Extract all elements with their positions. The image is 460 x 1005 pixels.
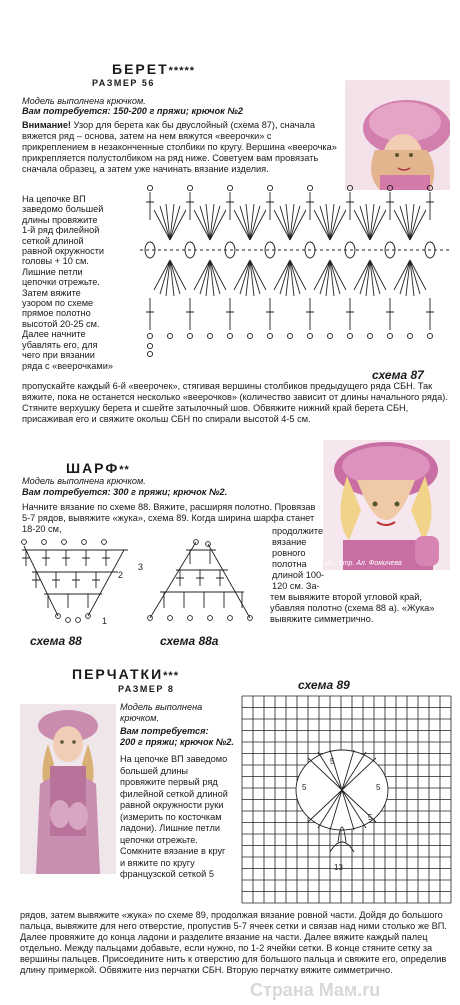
col-line: 1-й ряд филейной (22, 225, 100, 236)
col-line: провяжите первый ряд (120, 777, 218, 787)
gloves-materials (120, 726, 240, 748)
col-line: Далее начните (22, 329, 86, 340)
scheme-88a-number: 3 (138, 562, 144, 572)
scheme-88a-svg (136, 536, 266, 630)
col-line: длины провяжите (22, 214, 98, 225)
col-line: Сомкните вязание в круг (120, 846, 226, 856)
beret-continuation: пропускайте каждый 6-й «веерочек», стягивая вершины столбиков предыдущего ряда СБН. Так вяжите, пока не останется несколько «веерочков» (количество зависит от длины начального ряда). Стяните верхушку берета и сшейте затылочный шов. Обвяжите нижний край берета СБН, присаживая его и свяжите окольш СБН по спирали высотой 4-5 см. (22, 381, 448, 424)
col-line: ряда с «веерочками» (22, 360, 113, 371)
scheme-89-number: 5 (330, 757, 335, 766)
col-line: чего при вязании (22, 350, 95, 361)
gloves-stars: *** (163, 670, 179, 682)
col-line: полотна (272, 559, 307, 569)
col-line: сеткой длиной (22, 235, 84, 246)
beret-title-text: БЕРЕТ (112, 61, 169, 77)
scheme-89-caption: схема 89 (298, 678, 350, 692)
col-line: продолжите (272, 526, 324, 536)
gloves-column-text (120, 754, 235, 881)
attention-label: Внимание! (22, 120, 71, 130)
beret-section (0, 0, 460, 424)
scheme-89-number: 5 (302, 783, 307, 792)
scheme-88-svg (18, 536, 133, 630)
scarf-photo-svg (323, 440, 450, 570)
col-line: ровного (272, 548, 306, 558)
col-line: Лишние петли (22, 266, 83, 277)
col-line: и вяжите по кругу (120, 857, 195, 868)
scarf-section (0, 440, 460, 650)
scheme-87-diagram (140, 180, 450, 358)
beret-title (112, 61, 195, 77)
scheme-88-diagram (18, 536, 133, 630)
scarf-stars: ** (119, 464, 130, 476)
scheme-88-caption: схема 88 (30, 634, 82, 648)
beret-photo-svg (345, 80, 450, 190)
scarf-photo (323, 440, 450, 570)
photo-credit: Ш... стр. Ал. Фомичева (325, 560, 402, 567)
attention-text: Узор для берета как бы двуслойный (схема 87), сначала вяжется ряд – основа, затем на нем вяжутся «веерочки» с прикреплением в незаконченные столбики по кругу. Вершина «веерочка» прикрепляется полустолбиком на ряд ниже. Советуем вам провязать сначала образец, а затем уже начинать вязание изделия. (22, 120, 337, 174)
materials-line: Вам потребуется: (120, 726, 209, 736)
col-line: Затем вяжите (22, 287, 81, 298)
col-line: высотой 20-25 см. (22, 318, 100, 329)
gloves-size: РАЗМЕР 8 (118, 684, 175, 694)
scheme-89-diagram (238, 692, 452, 904)
col-line: На цепочке ВП (22, 194, 86, 204)
scheme-89-number: 5 (376, 783, 381, 792)
gloves-title-text: ПЕРЧАТКИ (72, 666, 164, 682)
col-line: На цепочке ВП заведомо (120, 754, 228, 764)
scheme-88-number: 2 (118, 570, 124, 580)
scheme-89-number: 13 (334, 863, 343, 872)
watermark: Страна Мам.ru (250, 980, 381, 1000)
col-line: убавлять его, для (22, 339, 98, 350)
col-line: (измерить по косточкам (120, 811, 222, 822)
col-line: узором по схеме (22, 298, 94, 309)
scheme-88a-caption: схема 88а (160, 634, 219, 648)
beret-attention (22, 120, 340, 175)
col-line: большей длины (120, 765, 189, 776)
scarf-materials: Вам потребуется: 300 г пряжи; крючок №2. (22, 487, 228, 497)
scheme-87-caption: схема 87 (372, 368, 424, 382)
col-line: филейной сеткой длиной (120, 788, 228, 799)
col-line: длиной 100- (272, 570, 325, 580)
gloves-photo (20, 704, 116, 874)
scheme-87-svg (140, 180, 450, 358)
beret-column-text (22, 194, 142, 371)
scheme-88a-diagram (136, 536, 266, 630)
beret-stars: ***** (168, 65, 196, 77)
beret-size: РАЗМЕР 56 (92, 78, 155, 88)
model-line: Модель выполнена (120, 702, 203, 712)
gloves-model (120, 702, 230, 724)
col-line: вязание (272, 537, 307, 547)
col-line: прямое полотно (22, 308, 91, 319)
materials-line: 200 г пряжи; крючок №2. (120, 737, 234, 747)
col-line: французской сеткой 5 (120, 869, 214, 879)
scarf-title-text: ШАРФ (66, 460, 120, 476)
col-line: цепочки отрежьте. (120, 834, 198, 845)
beret-model: Модель выполнена крючком. (22, 96, 146, 106)
scarf-title (66, 460, 130, 476)
gloves-end-text: рядов, затем вывяжите «жука» по схеме 89, продолжая вязание ровной части. Дойдя до большого пальца, вывяжите для него отверстие, пропустив 5-7 ячеек сетки и связав над ними столько же ВП. Далее провяжите до конца ладони и разделите вязание на части. Далее вяжите каждый палец отдельно. Между пальцами добавьте, если нужно, по 1-2 ячейки сетки. В конце стяните сетку за вершины пальцев. Присоедините нить к отверстию для большого пальца и свяжите его, определив длину примеркой. Обвяжите низ перчатки СБН. Вторую перчатку вяжите симметрично. (20, 910, 447, 975)
col-line: цепочки отрежьте. (22, 277, 100, 288)
scheme-88-number: 1 (102, 616, 108, 626)
gloves-photo-svg (20, 704, 116, 874)
col-line: равной окружности (22, 246, 105, 257)
col-line: ладони). Лишние петли (120, 823, 220, 833)
scheme-89-svg (238, 692, 452, 904)
gloves-title (72, 666, 179, 682)
beret-photo (345, 80, 450, 190)
scarf-end-text: тем вывяжите второй угловой край, убавляя полотно (схема 88 а). «Жука» вывяжите симметрично. (270, 592, 435, 624)
beret-materials: Вам потребуется: 150-200 г пряжи; крючок №2 (22, 106, 243, 116)
col-line: равной окружности руки (120, 800, 224, 810)
scarf-model: Модель выполнена крючком. (22, 476, 146, 486)
scarf-column-text (272, 526, 332, 592)
gloves-section (0, 660, 460, 1005)
col-line: 120 см. За- (272, 581, 320, 591)
scarf-intro: Начните вязание по схеме 88. Вяжите, расширяя полотно. Провязав 5-7 рядов, вывяжите «жука», схема 89. Когда ширина шарфа станет 18-20 см, (22, 502, 316, 534)
model-line: крючком. (120, 713, 159, 723)
col-line: заведомо большей (22, 204, 104, 215)
scheme-89-number: 5 (368, 813, 373, 822)
col-line: головы + 10 см. (22, 256, 89, 267)
